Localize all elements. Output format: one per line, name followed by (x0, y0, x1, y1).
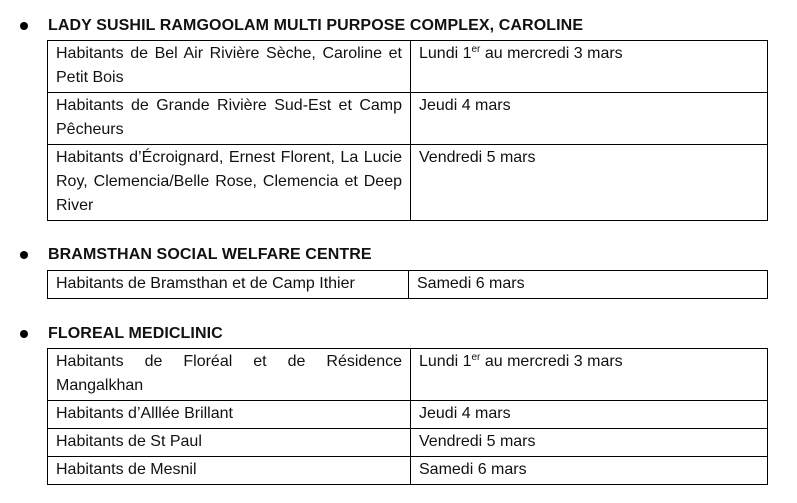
place-cell: Habitants de Bramsthan et de Camp Ithier (48, 271, 409, 299)
place-cell: Habitants de Mesnil (48, 457, 411, 485)
table-row (48, 457, 768, 485)
table-row (48, 429, 768, 457)
date-text: au mercredi 3 mars (480, 45, 623, 62)
place-cell: Habitants d’Écroignard, Ernest Florent, La Lucie Roy, Clemencia/Belle Rose, Clemencia et Deep River (48, 145, 411, 221)
place-cell: Habitants d’Alllée Brillant (48, 401, 411, 429)
date-cell: Jeudi 4 mars (411, 93, 768, 145)
date-cell: Vendredi 5 mars (411, 145, 768, 221)
date-text: Lundi 1 (419, 353, 472, 370)
place-cell: Habitants de St Paul (48, 429, 411, 457)
date-cell: Samedi 6 mars (409, 271, 768, 299)
date-cell: Vendredi 5 mars (411, 429, 768, 457)
date-cell: Samedi 6 mars (411, 457, 768, 485)
date-text: au mercredi 3 mars (480, 353, 623, 370)
section-heading: BRAMSTHAN SOCIAL WELFARE CENTRE (48, 246, 372, 263)
schedule-table (47, 270, 768, 299)
section-heading: LADY SUSHIL RAMGOOLAM MULTI PURPOSE COMPLEX, CAROLINE (48, 17, 584, 34)
section-heading: FLOREAL MEDICLINIC (48, 325, 223, 342)
table-row (48, 145, 768, 221)
date-cell (411, 41, 768, 93)
bullet-icon (20, 330, 28, 338)
table-row (48, 349, 768, 401)
table-row (48, 93, 768, 145)
bullet-icon (20, 22, 28, 30)
date-cell: Jeudi 4 mars (411, 401, 768, 429)
bullet-icon (20, 251, 28, 259)
table-row (48, 401, 768, 429)
date-text: Lundi 1 (419, 45, 472, 62)
place-cell: Habitants de Bel Air Rivière Sèche, Caroline et Petit Bois (48, 41, 411, 93)
date-cell (411, 349, 768, 401)
place-cell: Habitants de Floréal et de Résidence Mangalkhan (48, 349, 411, 401)
place-cell: Habitants de Grande Rivière Sud-Est et Camp Pêcheurs (48, 93, 411, 145)
date-superscript: er (471, 44, 481, 55)
table-row (48, 41, 768, 93)
table-row (48, 271, 768, 299)
schedule-table (47, 348, 768, 485)
date-superscript: er (471, 352, 481, 363)
schedule-table (47, 40, 768, 221)
